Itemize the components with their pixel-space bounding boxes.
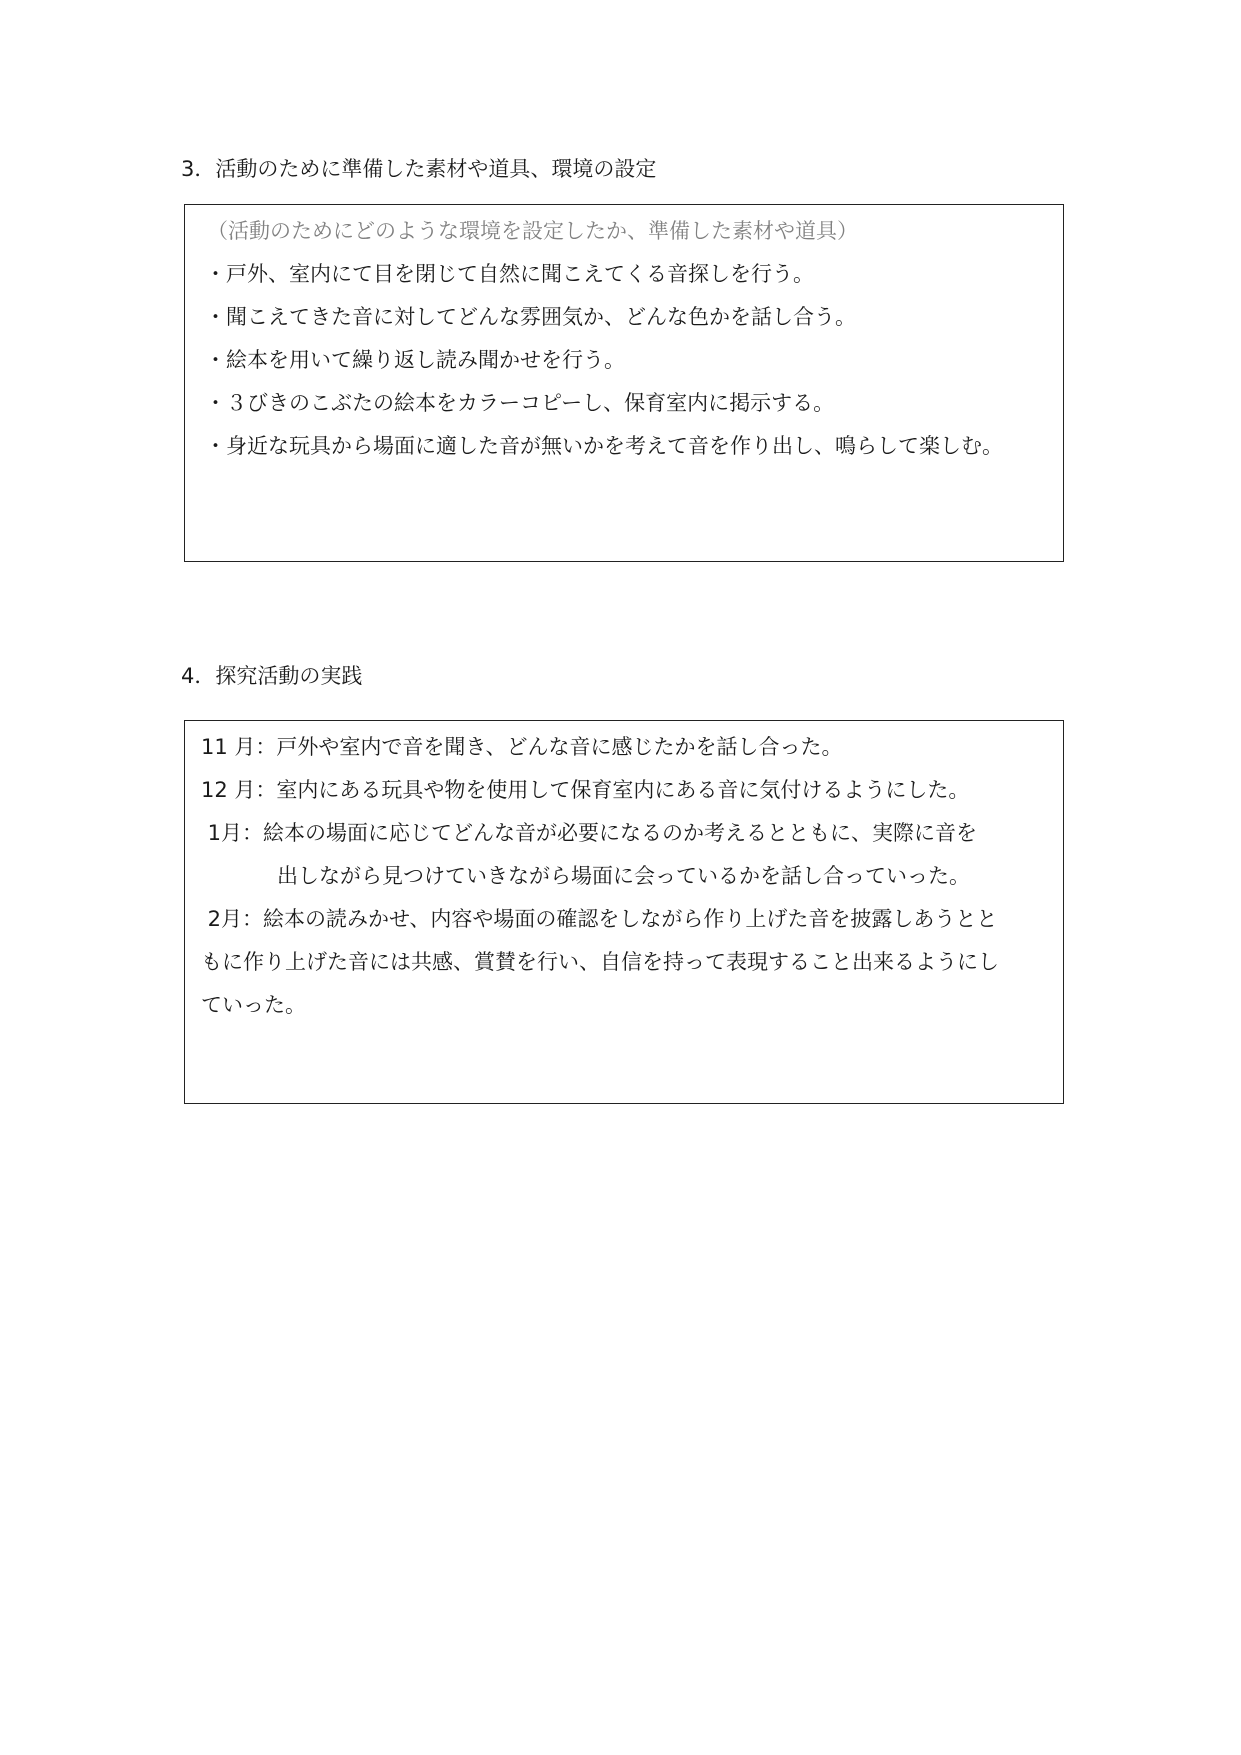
section-4-line: 2月：絵本の読みかせ、内容や場面の確認をしながら作り上げた音を披露しあうとと (201, 907, 998, 931)
section-4-box (184, 720, 1064, 1104)
section-4-line: 1月：絵本の場面に応じてどんな音が必要になるのか考えるとともに、実際に音を (201, 821, 978, 845)
section-3-item: ・身近な玩具から場面に適した音が無いかを考えて音を作り出し、鳴らして楽しむ。 (205, 434, 1003, 458)
section-3-title: 3．活動のために準備した素材や道具、環境の設定 (181, 157, 657, 181)
section-4-line: ていった。 (201, 993, 306, 1017)
section-4-line: 11 月：戸外や室内で音を聞き、どんな音に感じたかを話し合った。 (201, 735, 843, 759)
section-3-item: ・戸外、室内にて目を閉じて自然に聞こえてくる音探しを行う。 (205, 262, 814, 286)
section-4-line: もに作り上げた音には共感、賞賛を行い、自信を持って表現すること出来るようにし (201, 950, 999, 974)
section-3-item: ・３びきのこぶたの絵本をカラーコピーし、保育室内に掲示する。 (205, 391, 835, 415)
section-3-box (184, 204, 1064, 562)
section-4-line: 12 月：室内にある玩具や物を使用して保育室内にある音に気付けるようにした。 (201, 778, 970, 802)
section-3-hint: （活動のためにどのような環境を設定したか、準備した素材や道具） (207, 219, 858, 243)
section-4-line: 出しながら見つけていきながら場面に会っているかを話し合っていった。 (277, 864, 970, 888)
section-4-title: 4．探究活動の実践 (181, 664, 363, 688)
section-3-item: ・聞こえてきた音に対してどんな雰囲気か、どんな色かを話し合う。 (205, 305, 856, 329)
section-3-item: ・絵本を用いて繰り返し読み聞かせを行う。 (205, 348, 625, 372)
